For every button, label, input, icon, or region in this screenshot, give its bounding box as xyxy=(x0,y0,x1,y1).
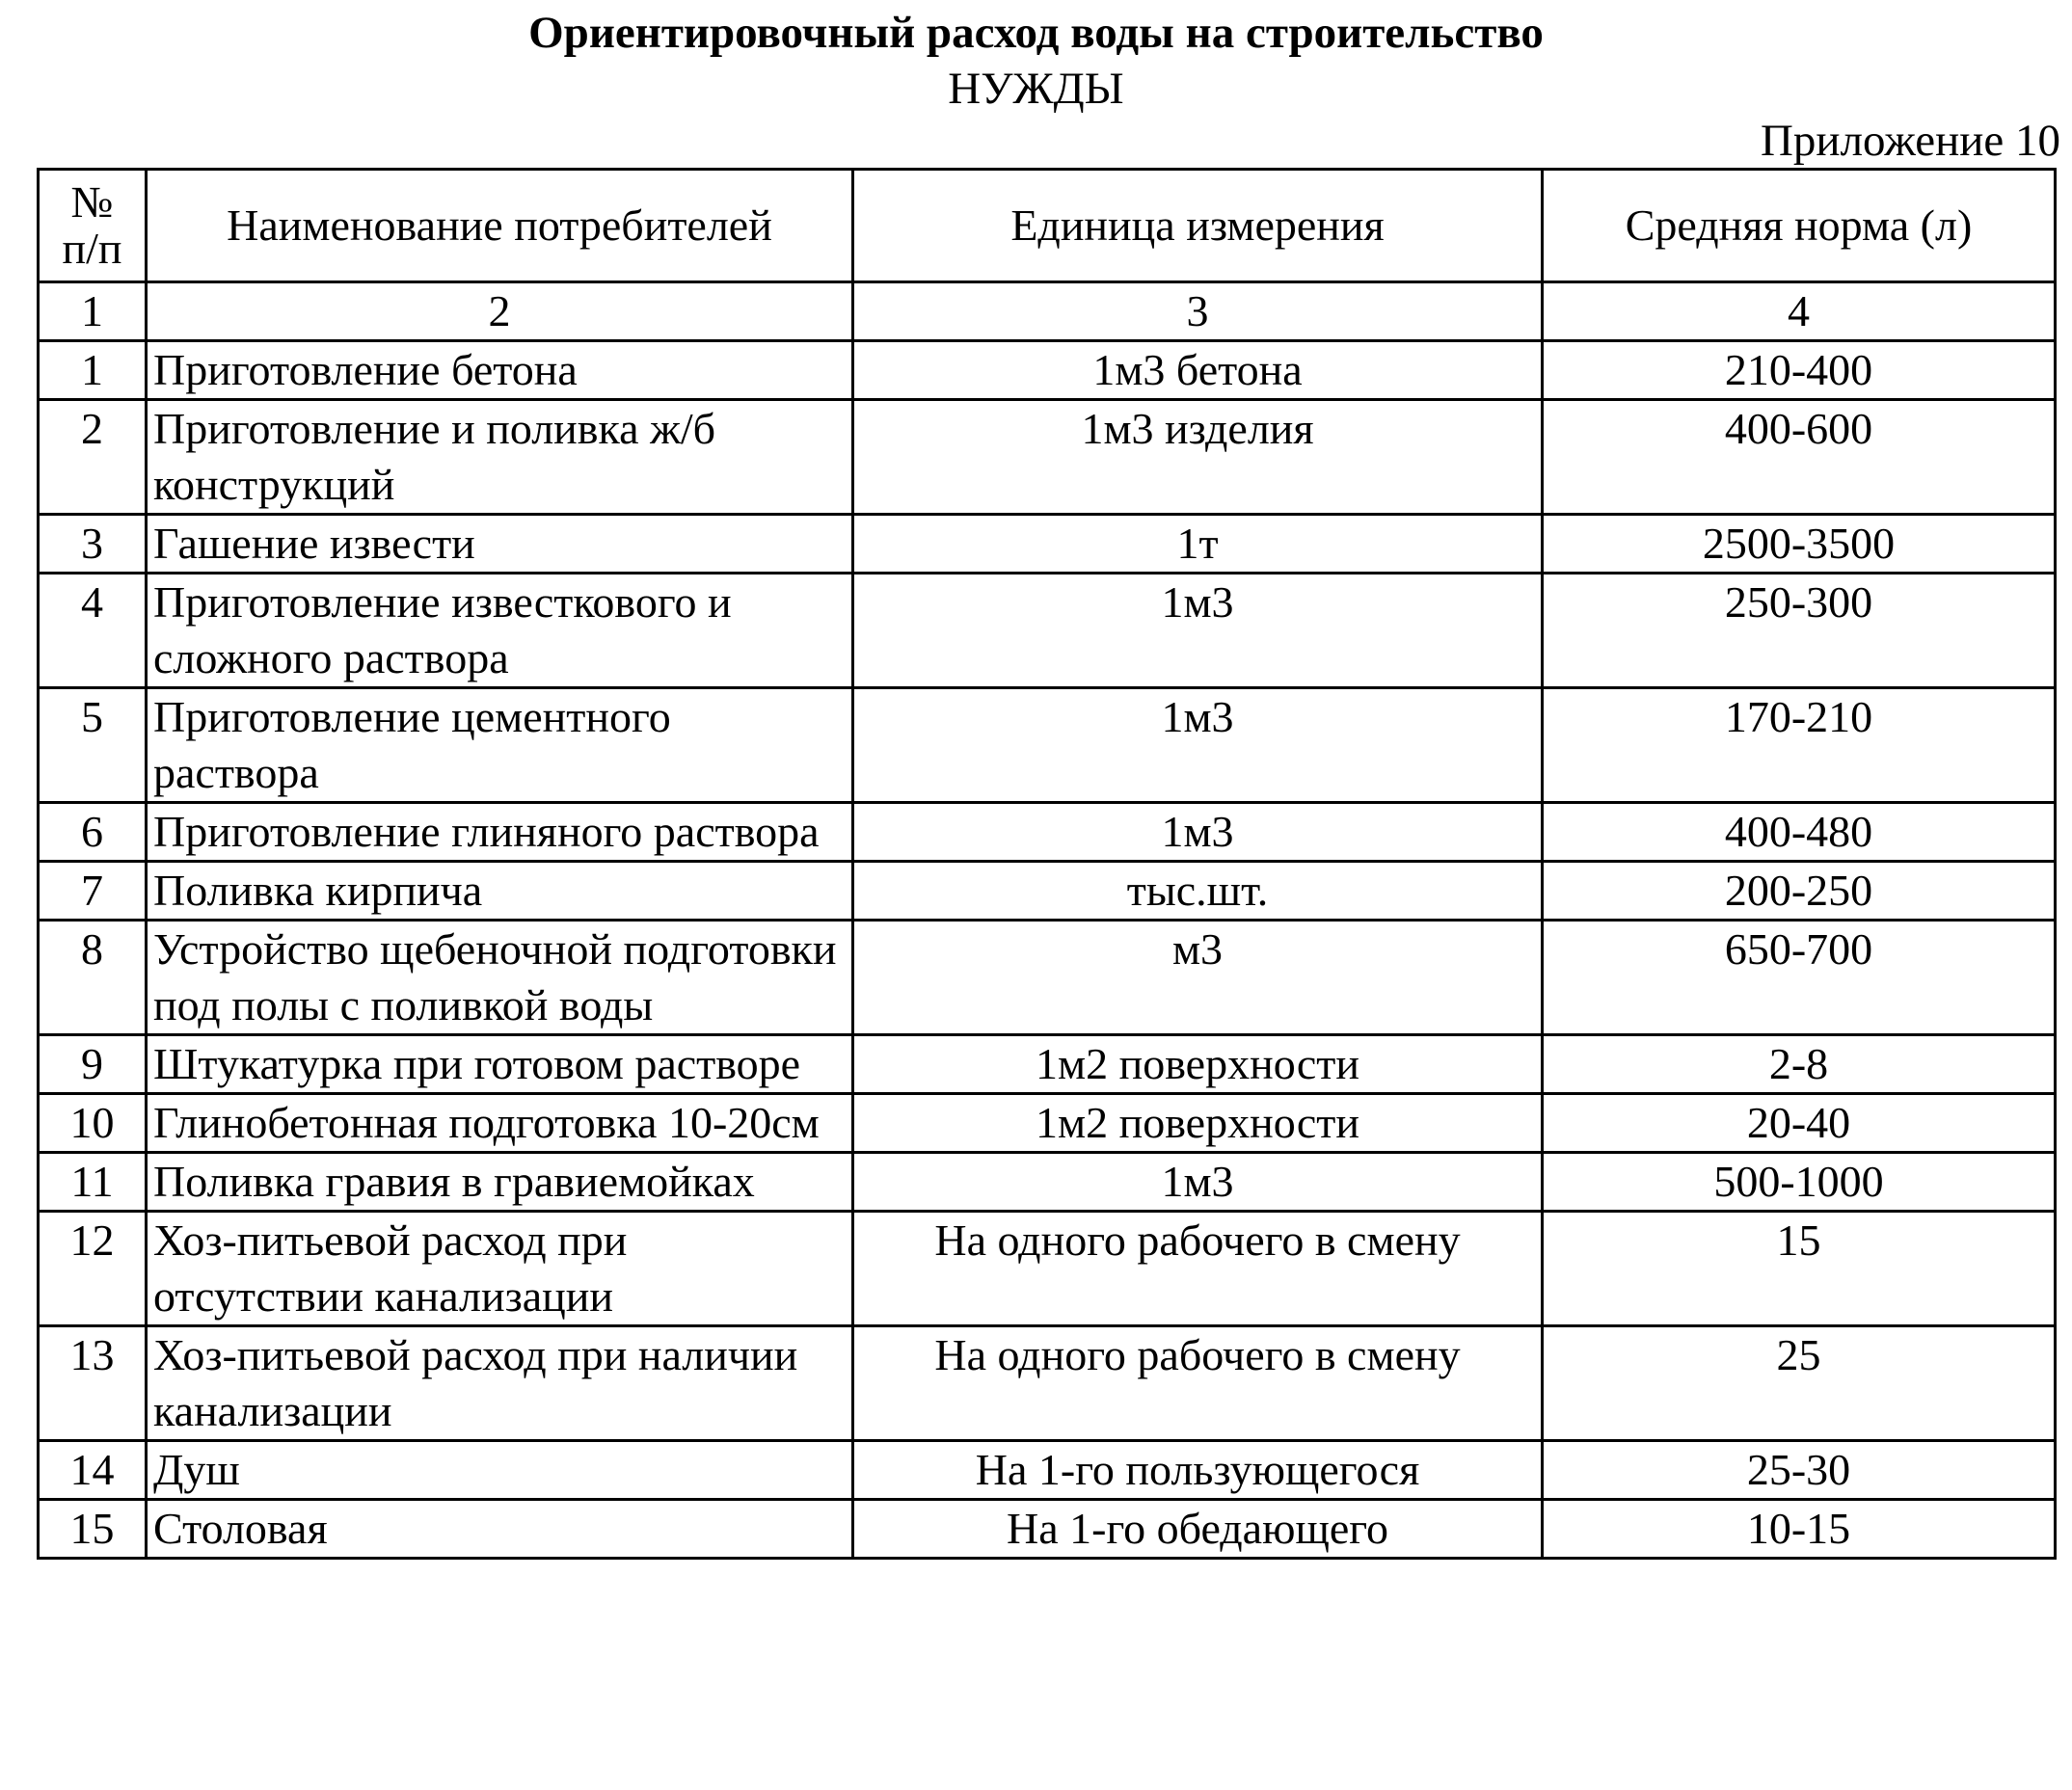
row-number: 3 xyxy=(39,515,147,574)
consumer-name: Приготовление цементного раствора xyxy=(147,688,853,803)
table-row xyxy=(39,1035,2056,1094)
header-norm: Средняя норма (л) xyxy=(1543,170,2056,282)
column-number: 3 xyxy=(853,282,1543,341)
table-row xyxy=(39,515,2056,574)
consumer-name: Штукатурка при готовом растворе xyxy=(147,1035,853,1094)
row-number: 7 xyxy=(39,862,147,921)
row-number: 9 xyxy=(39,1035,147,1094)
average-norm: 15 xyxy=(1543,1212,2056,1326)
header-number xyxy=(39,170,147,282)
average-norm: 25-30 xyxy=(1543,1441,2056,1500)
row-number: 5 xyxy=(39,688,147,803)
average-norm: 2-8 xyxy=(1543,1035,2056,1094)
unit-of-measure: 1м3 xyxy=(853,688,1543,803)
unit-of-measure: тыс.шт. xyxy=(853,862,1543,921)
average-norm: 20-40 xyxy=(1543,1094,2056,1153)
row-number: 13 xyxy=(39,1326,147,1441)
average-norm: 2500-3500 xyxy=(1543,515,2056,574)
average-norm: 650-700 xyxy=(1543,921,2056,1035)
row-number: 10 xyxy=(39,1094,147,1153)
document-subtitle: НУЖДЫ xyxy=(948,64,1124,114)
average-norm: 400-480 xyxy=(1543,803,2056,862)
unit-of-measure: 1м2 поверхности xyxy=(853,1035,1543,1094)
average-norm: 10-15 xyxy=(1543,1500,2056,1559)
average-norm: 400-600 xyxy=(1543,400,2056,515)
unit-of-measure: 1м3 xyxy=(853,803,1543,862)
row-number: 6 xyxy=(39,803,147,862)
consumer-name: Душ xyxy=(147,1441,853,1500)
row-number: 14 xyxy=(39,1441,147,1500)
consumer-name: Глинобетонная подготовка 10-20см xyxy=(147,1094,853,1153)
consumer-name: Хоз-питьевой расход при отсутствии канализации xyxy=(147,1212,853,1326)
table-row xyxy=(39,688,2056,803)
table-row xyxy=(39,1094,2056,1153)
row-number: 8 xyxy=(39,921,147,1035)
unit-of-measure: 1м3 изделия xyxy=(853,400,1543,515)
average-norm: 250-300 xyxy=(1543,574,2056,688)
unit-of-measure: 1м3 xyxy=(853,574,1543,688)
consumer-name: Столовая xyxy=(147,1500,853,1559)
consumer-name: Поливка гравия в гравиемойках xyxy=(147,1153,853,1212)
row-number: 4 xyxy=(39,574,147,688)
unit-of-measure: На 1-го пользующегося xyxy=(853,1441,1543,1500)
average-norm: 500-1000 xyxy=(1543,1153,2056,1212)
unit-of-measure: 1м2 поверхности xyxy=(853,1094,1543,1153)
unit-of-measure: 1м3 бетона xyxy=(853,341,1543,400)
row-number: 11 xyxy=(39,1153,147,1212)
consumer-name: Приготовление бетона xyxy=(147,341,853,400)
document-title: Ориентировочный расход воды на строительство xyxy=(528,8,1544,58)
table-row xyxy=(39,1500,2056,1559)
consumer-name: Хоз-питьевой расход при наличии канализации xyxy=(147,1326,853,1441)
average-norm: 200-250 xyxy=(1543,862,2056,921)
header-consumer-name: Наименование потребителей xyxy=(147,170,853,282)
column-number: 1 xyxy=(39,282,147,341)
column-number: 4 xyxy=(1543,282,2056,341)
row-number: 1 xyxy=(39,341,147,400)
consumer-name: Устройство щебеночной подготовки под полы с поливкой воды xyxy=(147,921,853,1035)
unit-of-measure: 1т xyxy=(853,515,1543,574)
table-row xyxy=(39,341,2056,400)
consumer-name: Приготовление глиняного раствора xyxy=(147,803,853,862)
row-number: 12 xyxy=(39,1212,147,1326)
column-number: 2 xyxy=(147,282,853,341)
water-consumption-table xyxy=(37,168,2057,1560)
consumer-name: Приготовление известкового и сложного раствора xyxy=(147,574,853,688)
header-number-abbrev: п/п xyxy=(62,224,122,273)
table-row xyxy=(39,862,2056,921)
row-number: 15 xyxy=(39,1500,147,1559)
table-row xyxy=(39,1441,2056,1500)
header-unit: Единица измерения xyxy=(853,170,1543,282)
row-number: 2 xyxy=(39,400,147,515)
unit-of-measure: На одного рабочего в смену xyxy=(853,1326,1543,1441)
table-row xyxy=(39,574,2056,688)
consumer-name: Гашение извести xyxy=(147,515,853,574)
average-norm: 210-400 xyxy=(1543,341,2056,400)
table-row xyxy=(39,1326,2056,1441)
header-number-symbol: № xyxy=(70,177,114,227)
table-row xyxy=(39,400,2056,515)
consumer-name: Приготовление и поливка ж/б конструкций xyxy=(147,400,853,515)
column-number-row xyxy=(39,282,2056,341)
unit-of-measure: 1м3 xyxy=(853,1153,1543,1212)
unit-of-measure: На одного рабочего в смену xyxy=(853,1212,1543,1326)
unit-of-measure: На 1-го обедающего xyxy=(853,1500,1543,1559)
table-row xyxy=(39,803,2056,862)
table-row xyxy=(39,921,2056,1035)
average-norm: 25 xyxy=(1543,1326,2056,1441)
average-norm: 170-210 xyxy=(1543,688,2056,803)
table-header-row xyxy=(39,170,2056,282)
unit-of-measure: м3 xyxy=(853,921,1543,1035)
table-row xyxy=(39,1153,2056,1212)
consumer-name: Поливка кирпича xyxy=(147,862,853,921)
table-row xyxy=(39,1212,2056,1326)
appendix-label: Приложение 10 xyxy=(1760,116,2060,166)
